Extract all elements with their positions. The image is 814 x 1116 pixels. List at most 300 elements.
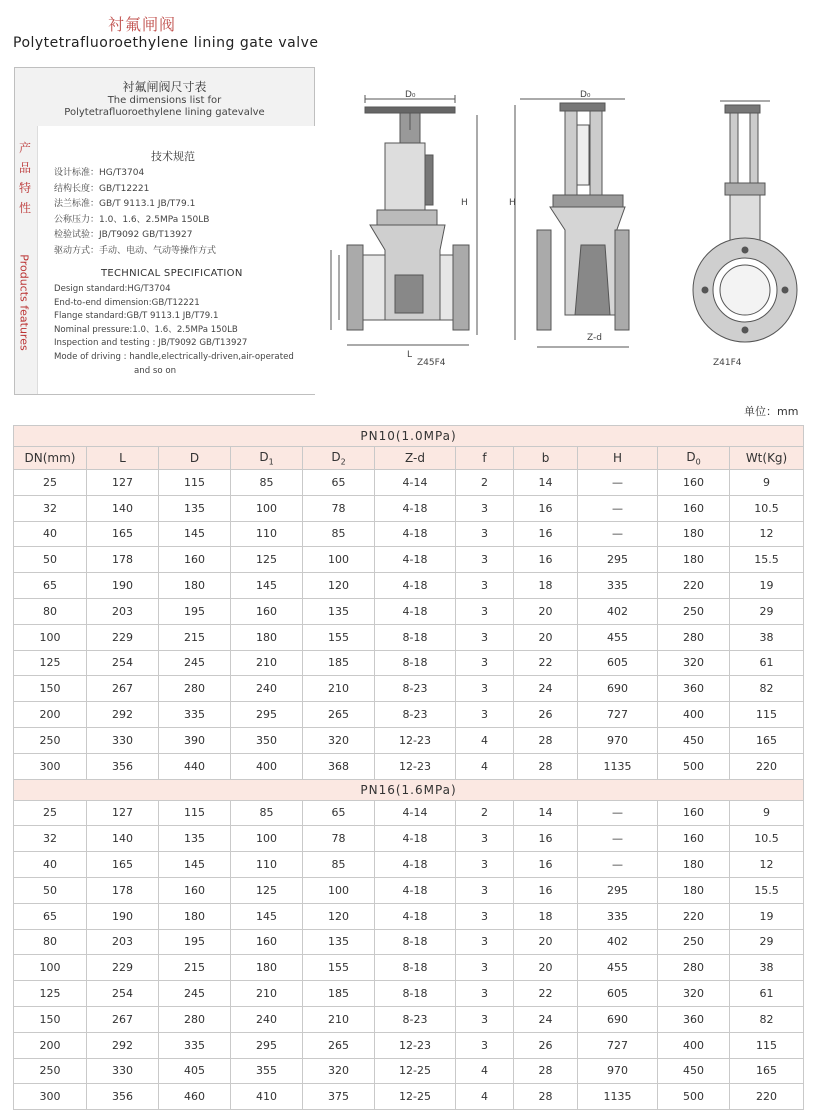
- table-cell: 150: [14, 676, 87, 702]
- column-header: Wt(Kg): [730, 447, 804, 470]
- table-cell: 80: [14, 598, 87, 624]
- dim-label-l: L: [407, 350, 413, 360]
- table-cell: 455: [578, 955, 658, 981]
- table-cell: 160: [658, 800, 730, 826]
- table-cell: 178: [87, 547, 159, 573]
- table-row: [14, 981, 804, 1007]
- table-cell: 330: [87, 727, 159, 753]
- spec-item-en: Flange standard:GB/T 9113.1 JB/T79.1: [54, 311, 219, 322]
- table-cell: 180: [658, 877, 730, 903]
- column-header: f: [456, 447, 514, 470]
- column-header: H: [578, 447, 658, 470]
- table-cell: 135: [159, 495, 231, 521]
- table-cell: 3: [456, 624, 514, 650]
- table-cell: 160: [159, 547, 231, 573]
- table-cell: 295: [578, 877, 658, 903]
- table-cell: 180: [159, 573, 231, 599]
- page-title-cn: 衬氟闸阀: [108, 15, 177, 34]
- table-cell: 3: [456, 826, 514, 852]
- side-label-en: Products features: [17, 254, 31, 351]
- table-cell: 100: [14, 955, 87, 981]
- table-cell: 16: [514, 852, 578, 878]
- table-cell: 160: [231, 929, 303, 955]
- spec-item-en: Mode of driving : handle,electrically-driven,air-operated: [54, 351, 294, 362]
- table-cell: 195: [159, 598, 231, 624]
- table-cell: 2: [456, 800, 514, 826]
- table-cell: 330: [87, 1058, 159, 1084]
- table-cell: 16: [514, 826, 578, 852]
- table-cell: 165: [730, 727, 804, 753]
- table-cell: 3: [456, 955, 514, 981]
- table-cell: 29: [730, 929, 804, 955]
- table-cell: 120: [303, 903, 375, 929]
- side-label: [15, 126, 37, 394]
- table-cell: 8-18: [375, 624, 456, 650]
- table-cell: 12-23: [375, 1032, 456, 1058]
- table-cell: 145: [159, 852, 231, 878]
- table-cell: 125: [14, 981, 87, 1007]
- table-cell: 390: [159, 727, 231, 753]
- table-cell: 280: [159, 676, 231, 702]
- table-row: [14, 826, 804, 852]
- table-cell: 100: [14, 624, 87, 650]
- spec-item-cn: 法兰标准：GB/T 9113.1 JB/T79.1: [54, 199, 196, 209]
- table-cell: 82: [730, 676, 804, 702]
- table-cell: 14: [514, 470, 578, 496]
- table-cell: 180: [159, 903, 231, 929]
- table-cell: 727: [578, 702, 658, 728]
- column-header-main: D: [686, 449, 696, 464]
- table-cell: 4: [456, 1084, 514, 1110]
- table-cell: 690: [578, 1006, 658, 1032]
- table-cell: 605: [578, 650, 658, 676]
- table-cell: 335: [159, 1032, 231, 1058]
- table-cell: 14: [514, 800, 578, 826]
- table-cell: 280: [658, 624, 730, 650]
- table-cell: 140: [87, 495, 159, 521]
- table-cell: 3: [456, 702, 514, 728]
- tech-spec-title-en: TECHNICAL SPECIFICATION: [101, 268, 243, 279]
- table-cell: 3: [456, 676, 514, 702]
- dim-label-d0-side: D₀: [580, 90, 591, 100]
- table-row: [14, 929, 804, 955]
- spec-item-cn: 驱动方式：手动、电动、气动等操作方式: [54, 245, 217, 256]
- table-cell: 9: [730, 800, 804, 826]
- table-row: [14, 955, 804, 981]
- tech-spec-title-cn: 技术规范: [151, 150, 195, 163]
- table-cell: 440: [159, 753, 231, 779]
- table-cell: 4-18: [375, 495, 456, 521]
- table-cell: 185: [303, 981, 375, 1007]
- table-cell: 210: [231, 981, 303, 1007]
- table-cell: 135: [159, 826, 231, 852]
- table-cell: 145: [159, 521, 231, 547]
- table-cell: 20: [514, 598, 578, 624]
- table-row: [14, 1058, 804, 1084]
- column-header: Z-d: [375, 447, 456, 470]
- spec-item-cn: 设计标准：HG/T3704: [54, 168, 145, 178]
- table-cell: 200: [14, 702, 87, 728]
- table-cell: —: [578, 800, 658, 826]
- model-label-z41f4: Z41F4: [713, 358, 742, 368]
- column-header: [303, 447, 375, 470]
- table-cell: 203: [87, 929, 159, 955]
- spec-panel: [14, 67, 315, 395]
- table-cell: 240: [231, 676, 303, 702]
- table-cell: —: [578, 852, 658, 878]
- table-cell: 3: [456, 903, 514, 929]
- table-cell: 450: [658, 1058, 730, 1084]
- valve-drawing-z41f4: [693, 101, 797, 342]
- side-label-cn: 产品特性: [19, 141, 32, 215]
- table-cell: 360: [658, 1006, 730, 1032]
- table-cell: 85: [303, 521, 375, 547]
- table-cell: 50: [14, 877, 87, 903]
- table-cell: 250: [658, 598, 730, 624]
- table-cell: 65: [14, 573, 87, 599]
- table-cell: 100: [303, 877, 375, 903]
- table-cell: 135: [303, 929, 375, 955]
- table-row: [14, 877, 804, 903]
- table-cell: 210: [231, 650, 303, 676]
- table-cell: 320: [303, 727, 375, 753]
- table-cell: 215: [159, 624, 231, 650]
- page-title-en: Polytetrafluoroethylene lining gate valve: [13, 35, 319, 51]
- column-header: [658, 447, 730, 470]
- table-cell: 400: [231, 753, 303, 779]
- table-cell: 180: [231, 624, 303, 650]
- dim-label-d0: D₀: [405, 90, 416, 100]
- table-row: [14, 800, 804, 826]
- table-cell: 605: [578, 981, 658, 1007]
- valve-drawings: [325, 85, 810, 375]
- table-cell: 28: [514, 753, 578, 779]
- table-cell: 220: [730, 753, 804, 779]
- table-cell: 32: [14, 495, 87, 521]
- column-header-main: D: [259, 449, 269, 464]
- table-cell: 12-25: [375, 1084, 456, 1110]
- table-cell: 215: [159, 955, 231, 981]
- table-cell: 500: [658, 753, 730, 779]
- table-cell: 50: [14, 547, 87, 573]
- section-title: PN10(1.0MPa): [14, 426, 804, 447]
- table-cell: 25: [14, 470, 87, 496]
- table-cell: 8-18: [375, 955, 456, 981]
- table-cell: 203: [87, 598, 159, 624]
- table-cell: 355: [231, 1058, 303, 1084]
- table-cell: 220: [658, 573, 730, 599]
- table-row: [14, 495, 804, 521]
- table-cell: 150: [14, 1006, 87, 1032]
- table-cell: 65: [14, 903, 87, 929]
- table-cell: 1135: [578, 753, 658, 779]
- table-cell: 350: [231, 727, 303, 753]
- table-cell: 190: [87, 903, 159, 929]
- spec-header-cn: 衬氟闸阀尺寸表: [122, 80, 207, 94]
- table-cell: 4-18: [375, 877, 456, 903]
- section-header-row: [14, 779, 804, 800]
- table-cell: 125: [14, 650, 87, 676]
- table-cell: 400: [658, 1032, 730, 1058]
- table-cell: 292: [87, 1032, 159, 1058]
- table-cell: 20: [514, 955, 578, 981]
- spec-list-en: [54, 283, 314, 378]
- spec-item-en: Inspection and testing : JB/T9092 GB/T13927: [54, 338, 248, 349]
- table-cell: 250: [14, 1058, 87, 1084]
- table-row: [14, 702, 804, 728]
- table-cell: 4-18: [375, 521, 456, 547]
- model-label-z45f4: Z45F4: [417, 358, 446, 368]
- table-cell: 4: [456, 1058, 514, 1084]
- table-cell: 1135: [578, 1084, 658, 1110]
- table-cell: 15.5: [730, 547, 804, 573]
- table-cell: 165: [87, 521, 159, 547]
- table-cell: 165: [87, 852, 159, 878]
- table-cell: 28: [514, 1058, 578, 1084]
- column-header: b: [514, 447, 578, 470]
- table-cell: 229: [87, 955, 159, 981]
- table-cell: 295: [578, 547, 658, 573]
- table-cell: 115: [159, 800, 231, 826]
- table-cell: 12: [730, 521, 804, 547]
- table-cell: 180: [658, 521, 730, 547]
- column-header-row: [14, 447, 804, 470]
- table-cell: 12: [730, 852, 804, 878]
- table-cell: 100: [303, 547, 375, 573]
- table-cell: 80: [14, 929, 87, 955]
- table-row: [14, 1006, 804, 1032]
- table-cell: 210: [303, 1006, 375, 1032]
- table-cell: 38: [730, 955, 804, 981]
- table-cell: 160: [231, 598, 303, 624]
- dim-label-h-side: H: [509, 198, 516, 208]
- table-cell: 280: [658, 955, 730, 981]
- section-title: PN16(1.6MPa): [14, 779, 804, 800]
- column-header-sub: 2: [340, 457, 346, 467]
- table-cell: 8-18: [375, 981, 456, 1007]
- table-cell: 4-18: [375, 547, 456, 573]
- table-cell: 360: [658, 676, 730, 702]
- valve-drawing-z45f4: [331, 95, 477, 345]
- table-cell: 8-23: [375, 676, 456, 702]
- table-cell: 405: [159, 1058, 231, 1084]
- table-cell: 115: [730, 1032, 804, 1058]
- table-cell: 2: [456, 470, 514, 496]
- table-row: [14, 676, 804, 702]
- table-cell: 292: [87, 702, 159, 728]
- column-header-sub: 0: [695, 457, 701, 467]
- table-cell: 127: [87, 800, 159, 826]
- table-cell: 19: [730, 903, 804, 929]
- table-cell: 165: [730, 1058, 804, 1084]
- table-cell: 12-25: [375, 1058, 456, 1084]
- table-row: [14, 903, 804, 929]
- column-header-sub: 1: [268, 457, 274, 467]
- table-cell: 295: [231, 1032, 303, 1058]
- table-cell: 970: [578, 727, 658, 753]
- table-cell: 300: [14, 753, 87, 779]
- dimensions-table: [13, 425, 804, 1110]
- table-cell: 115: [730, 702, 804, 728]
- table-cell: 38: [730, 624, 804, 650]
- table-cell: 220: [658, 903, 730, 929]
- table-cell: 295: [231, 702, 303, 728]
- spec-header-en-2: Polytetrafluoroethylene lining gatevalve: [64, 107, 265, 118]
- table-cell: 120: [303, 573, 375, 599]
- table-cell: 40: [14, 521, 87, 547]
- table-cell: 356: [87, 753, 159, 779]
- table-cell: 127: [87, 470, 159, 496]
- dim-label-zd: Z-d: [587, 333, 602, 343]
- table-cell: 375: [303, 1084, 375, 1110]
- table-cell: —: [578, 521, 658, 547]
- table-cell: 140: [87, 826, 159, 852]
- table-row: [14, 727, 804, 753]
- table-cell: 40: [14, 852, 87, 878]
- table-cell: 267: [87, 1006, 159, 1032]
- table-cell: 12-23: [375, 753, 456, 779]
- table-cell: 12-23: [375, 727, 456, 753]
- table-cell: 267: [87, 676, 159, 702]
- table-cell: 240: [231, 1006, 303, 1032]
- table-row: [14, 650, 804, 676]
- table-cell: 29: [730, 598, 804, 624]
- table-cell: 19: [730, 573, 804, 599]
- table-cell: 4-18: [375, 903, 456, 929]
- table-row: [14, 753, 804, 779]
- table-cell: 180: [658, 547, 730, 573]
- unit-label: 单位：mm: [744, 405, 799, 418]
- table-cell: 85: [303, 852, 375, 878]
- column-header: L: [87, 447, 159, 470]
- table-cell: 22: [514, 981, 578, 1007]
- table-cell: 195: [159, 929, 231, 955]
- table-cell: 254: [87, 650, 159, 676]
- table-cell: 145: [231, 573, 303, 599]
- table-cell: 3: [456, 547, 514, 573]
- table-cell: 250: [14, 727, 87, 753]
- table-cell: 3: [456, 929, 514, 955]
- table-cell: 3: [456, 650, 514, 676]
- spec-item-cn: 结构长度：GB/T12221: [54, 183, 150, 194]
- table-cell: 180: [231, 955, 303, 981]
- spec-item-cn: 公称压力：1.0、1.6、2.5MPa 150LB: [54, 214, 210, 225]
- valve-drawing-side: [515, 99, 629, 347]
- table-cell: 190: [87, 573, 159, 599]
- table-row: [14, 598, 804, 624]
- table-cell: 245: [159, 650, 231, 676]
- table-row: [14, 1084, 804, 1110]
- table-cell: 16: [514, 547, 578, 573]
- table-cell: 970: [578, 1058, 658, 1084]
- table-cell: 185: [303, 650, 375, 676]
- table-cell: 200: [14, 1032, 87, 1058]
- table-cell: 110: [231, 852, 303, 878]
- table-cell: 4: [456, 727, 514, 753]
- spec-content: [37, 126, 316, 394]
- dim-label-h: H: [461, 198, 468, 208]
- table-cell: 210: [303, 676, 375, 702]
- table-cell: 18: [514, 573, 578, 599]
- spec-item-en-tail: and so on: [134, 365, 177, 376]
- table-cell: 280: [159, 1006, 231, 1032]
- spec-item-en: End-to-end dimension:GB/T12221: [54, 297, 200, 308]
- table-cell: 320: [658, 650, 730, 676]
- table-cell: 300: [14, 1084, 87, 1110]
- table-cell: 250: [658, 929, 730, 955]
- table-cell: 110: [231, 521, 303, 547]
- table-cell: 4-18: [375, 598, 456, 624]
- table-row: [14, 573, 804, 599]
- table-cell: 3: [456, 877, 514, 903]
- table-row: [14, 624, 804, 650]
- table-cell: 115: [159, 470, 231, 496]
- table-cell: 460: [159, 1084, 231, 1110]
- table-cell: 245: [159, 981, 231, 1007]
- table-cell: 20: [514, 929, 578, 955]
- table-cell: —: [578, 495, 658, 521]
- table-cell: 3: [456, 598, 514, 624]
- table-cell: 229: [87, 624, 159, 650]
- table-row: [14, 521, 804, 547]
- table-cell: 100: [231, 826, 303, 852]
- table-cell: 3: [456, 1032, 514, 1058]
- table-cell: 8-18: [375, 650, 456, 676]
- spec-item-en: Nominal pressure:1.0、1.6、2.5MPa 150LB: [54, 324, 238, 335]
- table-cell: 26: [514, 702, 578, 728]
- table-cell: —: [578, 826, 658, 852]
- table-cell: 65: [303, 470, 375, 496]
- column-header-main: D: [331, 449, 341, 464]
- table-cell: 4-18: [375, 826, 456, 852]
- table-cell: 8-18: [375, 929, 456, 955]
- table-cell: 160: [658, 470, 730, 496]
- table-cell: 3: [456, 981, 514, 1007]
- table-row: [14, 470, 804, 496]
- table-cell: 500: [658, 1084, 730, 1110]
- table-cell: 10.5: [730, 826, 804, 852]
- table-cell: 160: [658, 826, 730, 852]
- table-cell: 320: [303, 1058, 375, 1084]
- table-cell: 320: [658, 981, 730, 1007]
- table-cell: 22: [514, 650, 578, 676]
- table-cell: 450: [658, 727, 730, 753]
- table-cell: 160: [159, 877, 231, 903]
- table-cell: 28: [514, 727, 578, 753]
- table-cell: 78: [303, 826, 375, 852]
- table-cell: 3: [456, 495, 514, 521]
- table-cell: 335: [159, 702, 231, 728]
- table-cell: 26: [514, 1032, 578, 1058]
- table-cell: 125: [231, 877, 303, 903]
- table-cell: 85: [231, 800, 303, 826]
- table-cell: 368: [303, 753, 375, 779]
- spec-item-cn: 检验试验：JB/T9092 GB/T13927: [54, 230, 193, 240]
- table-cell: 455: [578, 624, 658, 650]
- table-cell: 3: [456, 521, 514, 547]
- table-cell: 9: [730, 470, 804, 496]
- table-cell: 178: [87, 877, 159, 903]
- table-cell: 18: [514, 903, 578, 929]
- table-cell: 8-23: [375, 702, 456, 728]
- table-cell: 690: [578, 676, 658, 702]
- table-cell: 61: [730, 981, 804, 1007]
- table-cell: 16: [514, 521, 578, 547]
- table-cell: 65: [303, 800, 375, 826]
- table-cell: 3: [456, 1006, 514, 1032]
- table-cell: 100: [231, 495, 303, 521]
- table-cell: 85: [231, 470, 303, 496]
